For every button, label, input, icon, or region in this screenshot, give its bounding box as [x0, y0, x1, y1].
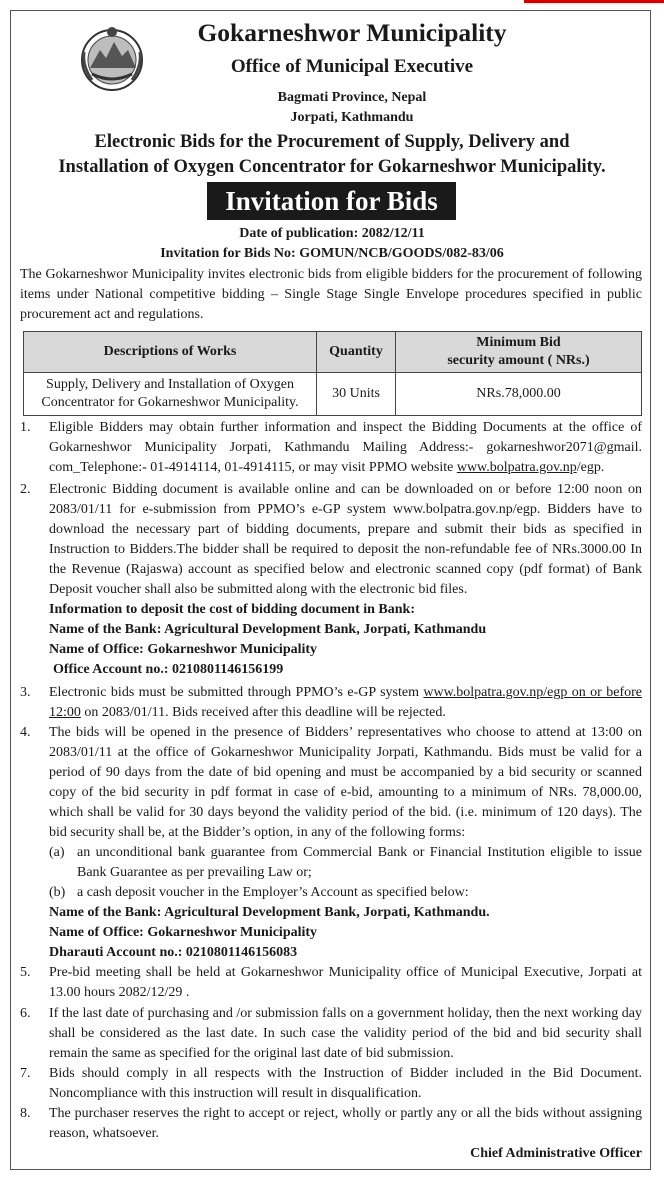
item-number: 4. [20, 725, 31, 740]
row-bid-security: NRs.78,000.00 [396, 373, 642, 416]
ifb-number: Invitation for Bids No: GOMUN/NCB/GOODS/082-83/06 [160, 246, 504, 261]
row-description-line2: Concentrator for Gokarneshwor Municipality. [41, 395, 299, 410]
row-description [24, 373, 317, 416]
item-1-text: Eligible Bidders may obtain further information and inspect the Bidding Documents at the office of Gokarneshwor Municipality Jorpati, Kathmandu Mailing Address:- gokarneshwor2071@gmail. com_Telephone:- 01-4914114, 01-4914115, or may visit PPMO website [49, 420, 642, 475]
option-a-label: (a) [49, 845, 65, 860]
org-title: Gokarneshwor Municipality [197, 18, 507, 47]
bank-name: Name of the Bank: Agricultural Development Bank, Jorpati, Kathmandu. [49, 905, 490, 920]
header-quantity: Quantity [317, 332, 396, 373]
dharauti-account-number: Dharauti Account no.: 0210801146156083 [49, 945, 298, 960]
item-4-text: The bids will be opened in the presence of Bidders’ representatives who choose to attend at 13:00 on 2083/01/11 at the office of Gokarneshwor Municipality Jorpati, Kathmandu. Bids must be valid for a period of 90 days from the date of bid opening and must be accompanied by a bid security or scanned copy of the bid security in pdf format in case of e-bid, amounting to a minimum of NRs. 78,000.00, which shall be valid for 30 days beyond the validity period of the bid. (i.e. minimum of 120 days). The bid security shall be, at the Bidder’s option, in any of the following forms: [49, 725, 642, 840]
item-number: 7. [20, 1066, 31, 1081]
option-b-label: (b) [49, 885, 66, 900]
header-bid-security-line1: Minimum Bid [476, 335, 561, 350]
header-descriptions: Descriptions of Works [24, 332, 317, 373]
egp-link[interactable]: www.bolpatra.gov.np/egp on or before 12:00 [49, 685, 643, 720]
publication-date: Date of publication: 2082/12/11 [239, 226, 425, 241]
invitation-banner: Invitation for Bids [207, 182, 456, 220]
header-bid-security-line2: security amount ( NRs.) [447, 353, 590, 368]
item-number: 3. [20, 685, 31, 700]
intro-paragraph: The Gokarneshwor Municipality invites electronic bids from eligible bidders for the procurement of following items under National competitive bidding – Single Stage Single Envelope procedures specified in public procurement act and regulations. [20, 267, 642, 322]
table-header-row [24, 332, 642, 373]
item-text [49, 683, 642, 723]
item-text: The purchaser reserves the right to accept or reject, wholly or partly any or all the bids without assigning reason, whatsoever. [49, 1106, 642, 1141]
bank-name: Name of the Bank: Agricultural Development Bank, Jorpati, Kathmandu [49, 622, 487, 637]
header-bid-security [396, 332, 642, 373]
deposit-info-heading: Information to deposit the cost of bidding document in Bank: [49, 602, 415, 617]
list-item [20, 683, 642, 723]
item-number: 6. [20, 1006, 31, 1021]
item-text: Bids should comply in all respects with the Instruction of Bidder included in the Bid Document. Noncompliance with this instruction will result in disqualification. [49, 1066, 642, 1101]
office-name: Name of Office: Gokarneshwor Municipality [49, 642, 318, 657]
ppmo-link[interactable]: www.bolpatra.gov.np [456, 460, 577, 475]
row-description-line1: Supply, Delivery and Installation of Oxygen [46, 377, 294, 392]
province-line: Bagmati Province, Nepal [277, 90, 427, 105]
item-number: 1. [20, 420, 31, 435]
subject-line-1: Electronic Bids for the Procurement of Supply, Delivery and [94, 132, 570, 152]
list-item [20, 1064, 642, 1104]
list-item [20, 480, 642, 680]
item-number: 2. [20, 482, 31, 497]
office-account-number: Office Account no.: 0210801146156199 [53, 662, 284, 677]
option-a [49, 843, 642, 883]
list-item [20, 723, 642, 963]
item-3-text-end: on 2083/01/11. Bids received after this deadline will be rejected. [80, 705, 446, 720]
option-b [49, 883, 642, 903]
item-text [49, 480, 642, 680]
item-number: 8. [20, 1106, 31, 1121]
office-title: Office of Municipal Executive [230, 56, 474, 77]
list-item [20, 963, 642, 1003]
item-text: If the last date of purchasing and /or submission falls on a government holiday, then the next working day shall be considered as the last date. In such case the validity period of the bid and bid security shall remain the same as specified for the original last date of bid submission. [49, 1006, 642, 1061]
row-quantity: 30 Units [317, 373, 396, 416]
option-a-text: an unconditional bank guarantee from Commercial Bank or Financial Institution eligible to issue Bank Guarantee as per prevailing Law or; [77, 845, 642, 880]
table-row [24, 373, 642, 416]
item-text: Pre-bid meeting shall be held at Gokarneshwor Municipality office of Municipal Executive, Jorpati at 13.00 hours 2082/12/29 . [49, 965, 642, 1000]
list-item [20, 1104, 642, 1144]
item-3-text: Electronic bids must be submitted through PPMO’s e-GP system [49, 685, 424, 700]
option-b-text: a cash deposit voucher in the Employer’s Account as specified below: [77, 885, 469, 900]
item-text [49, 418, 642, 478]
signatory-title: Chief Administrative Officer [470, 1146, 642, 1161]
list-item [20, 1004, 642, 1064]
location-line: Jorpati, Kathmandu [290, 110, 414, 125]
item-text [49, 723, 642, 963]
item-1-text-end: /egp. [576, 460, 605, 475]
subject-line-2: Installation of Oxygen Concentrator for Gokarneshwor Municipality. [58, 157, 606, 177]
item-number: 5. [20, 965, 31, 980]
list-item [20, 418, 642, 478]
procurement-table [23, 331, 642, 416]
office-name: Name of Office: Gokarneshwor Municipality [49, 925, 318, 940]
item-2-text: Electronic Bidding document is available online and can be downloaded on or before 12:00 noon on 2083/01/11 for e-submission from PPMO’s e-GP system www.bolpatra.gov.np/egp. Bidders have to download the necessary part of bidding documents, prepare and submit their bids as specified in Instruction to Bidders.The bidder shall be required to deposit the non-refundable fee of NRs.3000.00 In the Revenue (Rajaswa) account as specified below and electronic scanned copy (pdf format) of Bank Deposit voucher shall also be submitted along with the electronic bid files. [49, 482, 642, 597]
top-accent-bar [524, 0, 664, 3]
